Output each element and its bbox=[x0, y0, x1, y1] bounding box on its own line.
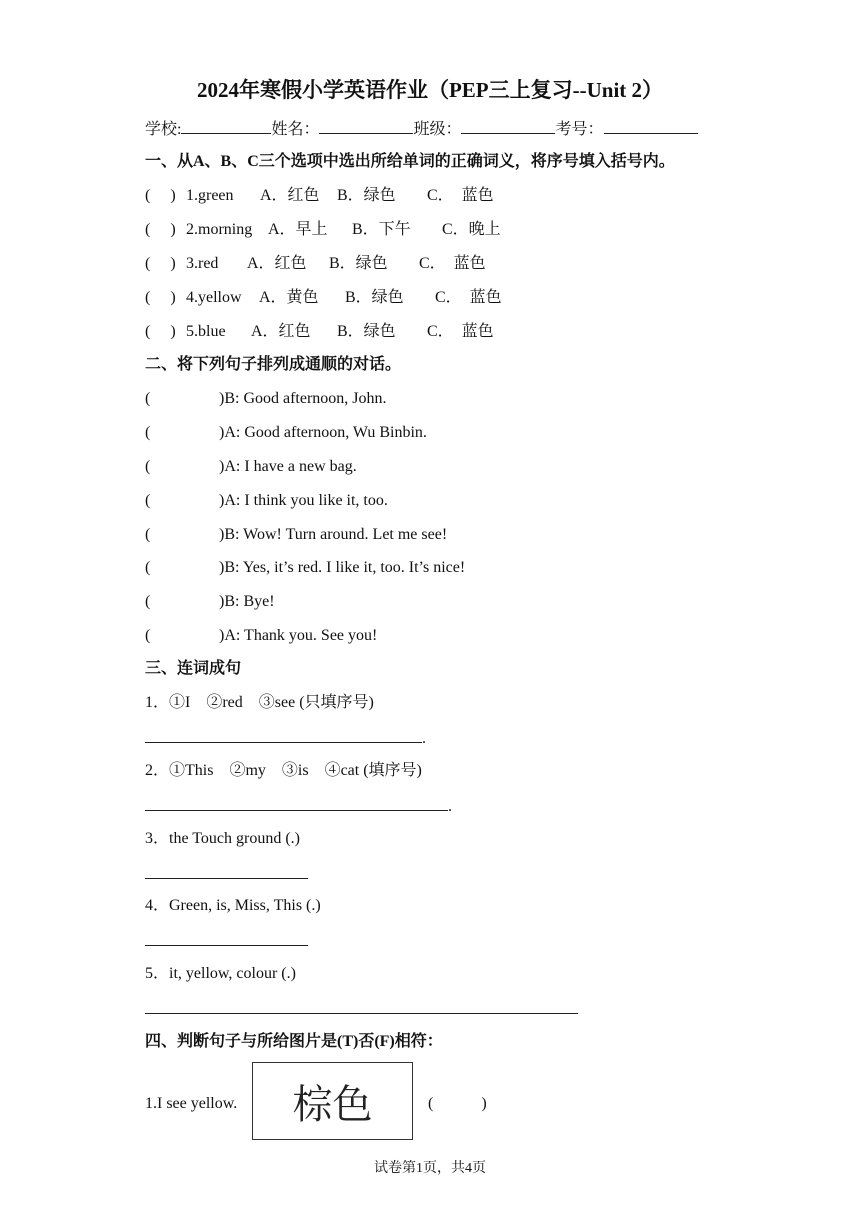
dialogue-text: )A: I have a new bag. bbox=[219, 458, 357, 475]
order-bracket[interactable]: ( bbox=[145, 492, 151, 509]
option-c: C． 蓝色 bbox=[435, 289, 502, 306]
dialogue-text: )A: Thank you. See you! bbox=[219, 627, 378, 644]
answer-bracket[interactable]: ( ) bbox=[145, 289, 176, 306]
sentence-question-3: 3．the Touch ground (.) bbox=[145, 830, 301, 847]
answer-bracket[interactable]: ( ) bbox=[145, 187, 176, 204]
option-a: A．早上 bbox=[268, 221, 328, 238]
answer-line-3[interactable] bbox=[145, 878, 308, 879]
dialogue-text: )A: Good afternoon, Wu Binbin. bbox=[219, 424, 427, 441]
option-c: C．晚上 bbox=[442, 221, 501, 238]
dialogue-text: )B: Yes, it’s red. I like it, too. It’s nice! bbox=[219, 559, 466, 576]
number-label: 考号： bbox=[555, 121, 604, 138]
page-title: 2024年寒假小学英语作业（PEP三上复习--Unit 2） bbox=[196, 78, 664, 102]
order-bracket[interactable]: ( bbox=[145, 390, 151, 407]
page-footer: 试卷第1页，共4页 bbox=[374, 1161, 486, 1176]
option-b: B．下午 bbox=[352, 221, 411, 238]
student-info-row bbox=[145, 119, 698, 140]
option-a: A．红色 bbox=[251, 323, 311, 340]
dialogue-text: )A: I think you like it, too. bbox=[219, 492, 388, 509]
option-a: A．红色 bbox=[247, 255, 307, 272]
answer-period: . bbox=[448, 798, 452, 815]
option-a: A．黄色 bbox=[259, 289, 319, 306]
school-blank[interactable] bbox=[181, 119, 271, 134]
order-bracket[interactable]: ( bbox=[145, 627, 151, 644]
question-word: 3.red bbox=[186, 255, 219, 272]
number-blank[interactable] bbox=[604, 119, 698, 134]
sentence-question-2: 2．①This ②my ③is ④cat (填序号) bbox=[145, 762, 422, 779]
section2-heading: 二、将下列句子排列成通顺的对话。 bbox=[145, 356, 402, 373]
order-bracket[interactable]: ( bbox=[145, 526, 151, 543]
answer-bracket[interactable]: ( ) bbox=[145, 221, 176, 238]
answer-line-5[interactable] bbox=[145, 1013, 578, 1014]
answer-line-1[interactable] bbox=[145, 742, 422, 743]
picture-box bbox=[252, 1062, 413, 1140]
question-word: 2.morning bbox=[186, 221, 253, 238]
section3-heading: 三、连词成句 bbox=[145, 660, 242, 677]
dialogue-text: )B: Wow! Turn around. Let me see! bbox=[219, 526, 448, 543]
option-b: B．绿色 bbox=[345, 289, 404, 306]
answer-line-4[interactable] bbox=[145, 945, 308, 946]
dialogue-text: )B: Good afternoon, John. bbox=[219, 390, 387, 407]
dialogue-text: )B: Bye! bbox=[219, 593, 275, 610]
class-blank[interactable] bbox=[461, 119, 555, 134]
question-word: 5.blue bbox=[186, 323, 226, 340]
option-a: A．红色 bbox=[260, 187, 320, 204]
school-label: 学校: bbox=[145, 121, 182, 138]
picture-text: 棕色 bbox=[292, 1081, 373, 1128]
name-label: 姓名： bbox=[271, 121, 320, 138]
section1-heading: 一、从A、B、C三个选项中选出所给单词的正确词义，将序号填入括号内。 bbox=[145, 153, 675, 170]
order-bracket[interactable]: ( bbox=[145, 424, 151, 441]
option-b: B．绿色 bbox=[337, 187, 396, 204]
answer-line-2[interactable] bbox=[145, 810, 448, 811]
sentence-question-5: 5．it, yellow, colour (.) bbox=[145, 965, 296, 982]
question-word: 1.green bbox=[186, 187, 234, 204]
question-word: 4.yellow bbox=[186, 289, 242, 306]
answer-bracket[interactable]: ( ) bbox=[145, 255, 176, 272]
class-label: 班级： bbox=[413, 121, 462, 138]
name-blank[interactable] bbox=[319, 119, 413, 134]
judge-sentence-1: 1.I see yellow. bbox=[145, 1095, 238, 1112]
option-c: C． 蓝色 bbox=[427, 187, 494, 204]
answer-bracket[interactable]: ( ) bbox=[145, 323, 176, 340]
option-c: C． 蓝色 bbox=[419, 255, 486, 272]
option-b: B．绿色 bbox=[337, 323, 396, 340]
section4-heading: 四、判断句子与所给图片是(T)否(F)相符： bbox=[145, 1033, 443, 1050]
sentence-question-4: 4．Green, is, Miss, This (.) bbox=[145, 897, 321, 914]
judge-bracket[interactable]: ( ) bbox=[428, 1095, 487, 1112]
option-c: C． 蓝色 bbox=[427, 323, 494, 340]
order-bracket[interactable]: ( bbox=[145, 458, 151, 475]
answer-period: . bbox=[422, 730, 426, 747]
option-b: B．绿色 bbox=[329, 255, 388, 272]
order-bracket[interactable]: ( bbox=[145, 593, 151, 610]
sentence-question-1: 1．①I ②red ③see (只填序号) bbox=[145, 694, 374, 711]
order-bracket[interactable]: ( bbox=[145, 559, 151, 576]
